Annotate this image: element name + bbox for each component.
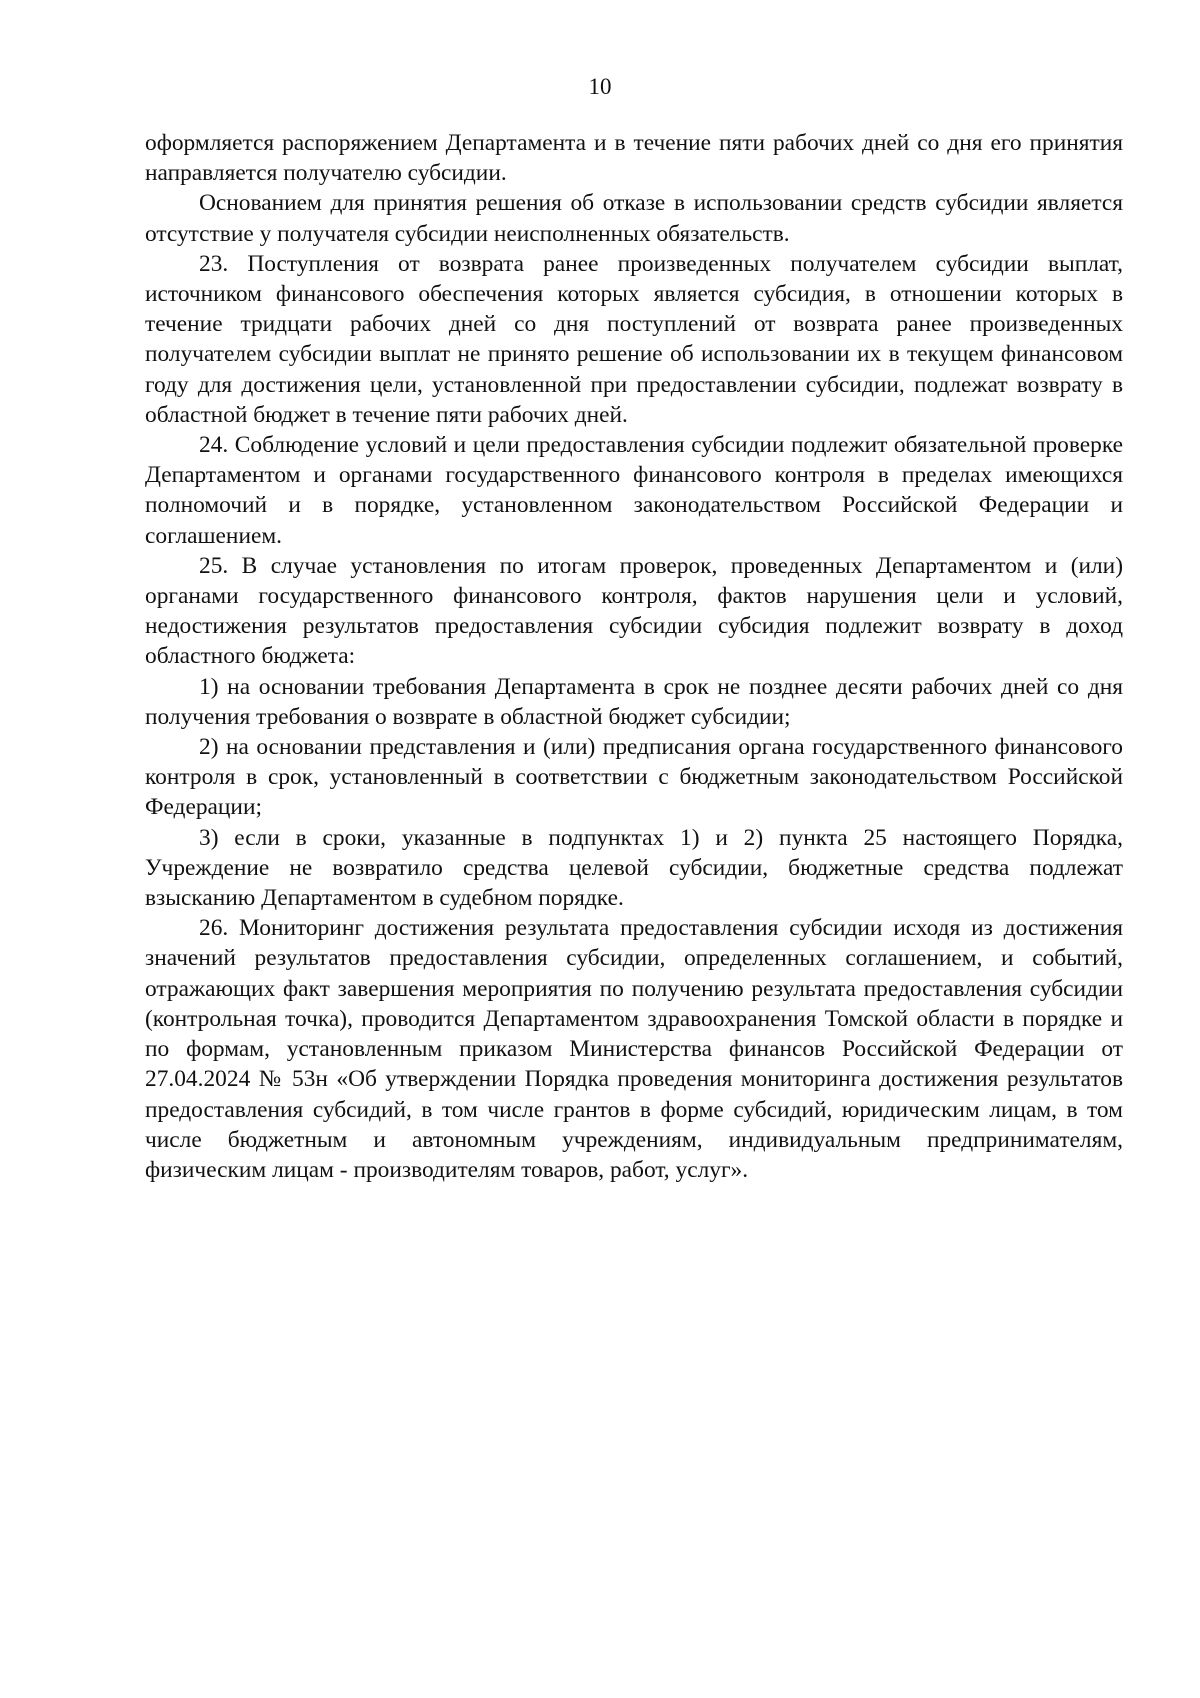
paragraph-item-26: 26. Мониторинг достижения результата предоставления субсидии исходя из достижения значений результатов предоставления субсидии, определенных соглашением, и событий, отражающих факт завершения мероприятия по получению результата предоставления субсидии (контрольная точка), проводится Департаментом здравоохранения Томской области в порядке и по формам, установленным приказом Министерства финансов Российской Федерации от 27.04.2024 № 53н «Об утверждении Порядка проведения мониторинга достижения результатов предоставления субсидий, в том числе грантов в форме субсидий, юридическим лицам, в том числе бюджетным и автономным учреждениям, индивидуальным предпринимателям, физическим лицам - производителям товаров, работ, услуг». [145, 915, 1123, 1183]
paragraph-refusal-grounds: Основанием для принятия решения об отказе в использовании средств субсидии является отсутствие у получателя субсидии неисполненных обязательств. [145, 190, 1123, 247]
paragraph-item-23: 23. Поступления от возврата ранее произведенных получателем субсидии выплат, источником финансового обеспечения которых является субсидия, в отношении которых в течение тридцати рабочих дней со дня поступлений от возврата ранее произведенных получателем субсидии выплат не принято решение об использовании их в текущем финансовом году для достижения цели, установленной при предоставлении субсидии, подлежат возврату в областной бюджет в течение пяти рабочих дней. [145, 250, 1123, 428]
paragraph-item-24: 24. Соблюдение условий и цели предоставления субсидии подлежит обязательной проверке Департаментом и органами государственного финансового контроля в пределах имеющихся полномочий и в порядке, установленном законодательством Российской Федерации и соглашением. [145, 432, 1123, 549]
paragraph-subitem-2: 2) на основании представления и (или) предписания органа государственного финансового контроля в срок, установленный в соответствии с бюджетным законодательством Российской Федерации; [145, 734, 1123, 821]
paragraph-continuation: оформляется распоряжением Департамента и в течение пяти рабочих дней со дня его принятия направляется получателю субсидии. [145, 130, 1123, 187]
page-number: 10 [588, 74, 612, 99]
paragraph-item-25: 25. В случае установления по итогам проверок, проведенных Департаментом и (или) органами государственного финансового контроля, фактов нарушения цели и условий, недостижения результатов предоставления субсидии субсидия подлежит возврату в доход областного бюджета: [145, 552, 1123, 670]
document-body [145, 128, 1123, 1185]
paragraph-subitem-1: 1) на основании требования Департамента в срок не позднее десяти рабочих дней со дня получения требования о возврате в областной бюджет субсидии; [145, 673, 1123, 730]
paragraph-subitem-3: 3) если в сроки, указанные в подпунктах 1) и 2) пункта 25 настоящего Порядка, Учреждение не возвратило средства целевой субсидии, бюджетные средства подлежат взысканию Департаментом в судебном порядке. [145, 824, 1123, 912]
